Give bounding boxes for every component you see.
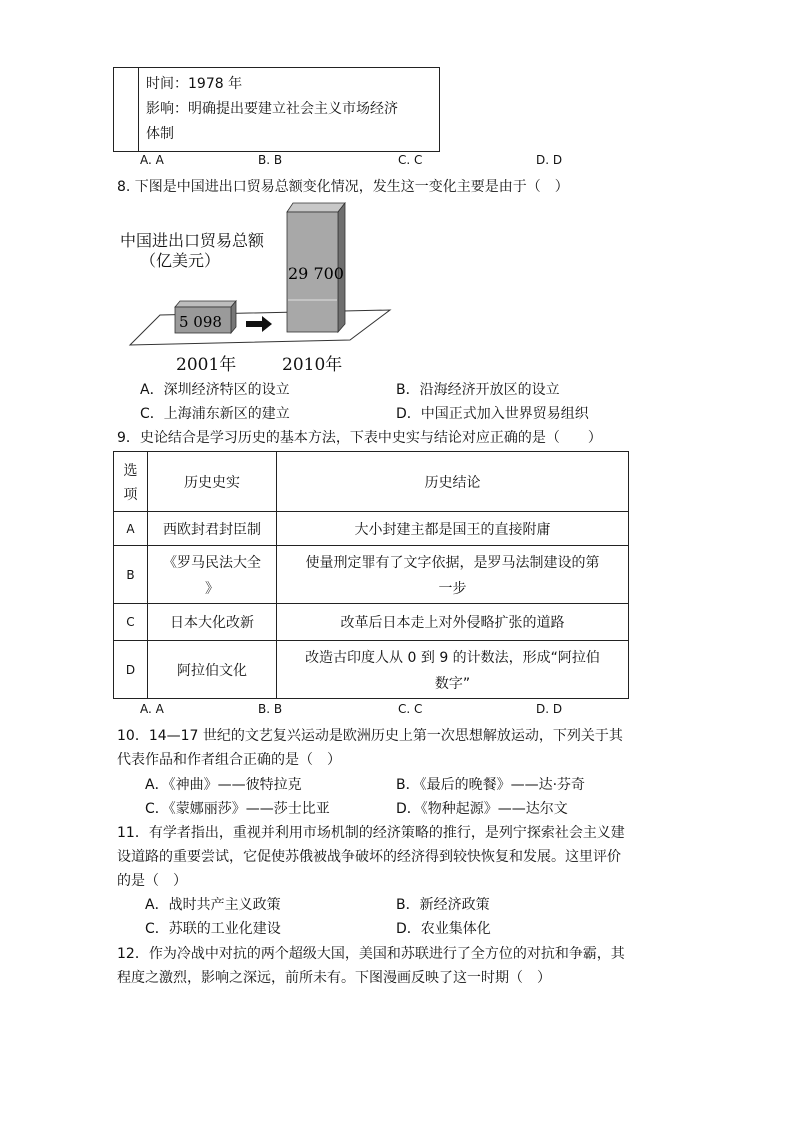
q9-header-option — [114, 452, 148, 512]
q8-option-c[interactable]: C．上海浦东新区的建立 — [140, 406, 290, 422]
table-row — [114, 641, 629, 699]
q9-row-d-option: D — [114, 641, 148, 699]
chart-title-line2: （亿美元） — [140, 251, 221, 270]
q9-row-d-fact: 阿拉伯文化 — [148, 641, 277, 699]
trade-chart-svg — [120, 200, 400, 376]
q9-header-option-l2: 项 — [123, 486, 138, 503]
q9-row-b-conclusion-l2: 一步 — [438, 580, 467, 597]
q11-option-c[interactable]: C．苏联的工业化建设 — [145, 921, 281, 937]
q10-option-b[interactable]: B．《最后的晚餐》——达·芬奇 — [396, 777, 586, 793]
q10-option-a[interactable]: A．《神曲》——彼特拉克 — [145, 777, 302, 793]
q7-option-b[interactable]: B. B — [258, 153, 283, 167]
q9-row-b-option: B — [114, 546, 148, 604]
q9-row-a-fact: 西欧封君封臣制 — [148, 512, 277, 546]
q7-time: 时间：1978 年 — [146, 76, 243, 92]
q7-impact-line2: 体制 — [146, 126, 174, 142]
q9-row-b-fact-l1: 《罗马民法大全 — [163, 554, 261, 571]
q9-header-option-l1: 选 — [123, 462, 138, 479]
q7-left-cell — [114, 68, 139, 151]
trade-chart — [120, 200, 400, 376]
q7-option-c[interactable]: C. C — [398, 153, 423, 167]
q9-row-b-conclusion-l1: 使量刑定罪有了文字依据，是罗马法制建设的第 — [305, 554, 600, 571]
q11-option-d[interactable]: D．农业集体化 — [396, 921, 491, 937]
q9-header-row — [114, 452, 629, 512]
q9-option-d[interactable]: D. D — [536, 702, 563, 716]
chart-floor — [130, 310, 390, 345]
q9-header-conclusion: 历史结论 — [277, 452, 629, 512]
q9-stem: 9．史论结合是学习历史的基本方法，下表中史实与结论对应正确的是（ ） — [117, 430, 602, 446]
q9-row-c-fact: 日本大化改新 — [148, 604, 277, 641]
q9-row-d-conclusion — [277, 641, 629, 699]
table-row — [114, 512, 629, 546]
year-2001-label: 2001年 — [176, 355, 237, 375]
q11-stem-l2: 设道路的重要尝试，它促使苏俄被战争破坏的经济得到较快恢复和发展。这里评价 — [117, 849, 621, 865]
q9-row-d-conclusion-l1: 改造古印度人从 0 到 9 的计数法，形成“阿拉伯 — [305, 649, 600, 666]
q11-stem-l3: 的是（ ） — [117, 873, 187, 889]
q10-stem-l2: 代表作品和作者组合正确的是（ ） — [117, 752, 341, 768]
table-row — [114, 604, 629, 641]
q7-impact-line1: 影响：明确提出要建立社会主义市场经济 — [146, 101, 398, 117]
q12-stem-l1: 12．作为冷战中对抗的两个超级大国，美国和苏联进行了全方位的对抗和争霸，其 — [117, 946, 625, 962]
q8-option-a[interactable]: A．深圳经济特区的设立 — [140, 382, 290, 398]
q9-row-b-fact — [148, 546, 277, 604]
q11-stem-l1: 11．有学者指出，重视并利用市场机制的经济策略的推行，是列宁探索社会主义建 — [117, 825, 625, 841]
q11-option-b[interactable]: B．新经济政策 — [396, 897, 490, 913]
q9-row-a-conclusion: 大小封建主都是国王的直接附庸 — [277, 512, 629, 546]
q7-option-d[interactable]: D. D — [536, 153, 563, 167]
q9-row-b-conclusion — [277, 546, 629, 604]
q9-option-b[interactable]: B. B — [258, 702, 283, 716]
q8-stem: 8. 下图是中国进出口贸易总额变化情况，发生这一变化主要是由于（ ） — [117, 179, 569, 195]
q9-row-a-option: A — [114, 512, 148, 546]
year-2010-label: 2010年 — [282, 355, 343, 375]
bar-2001-value: 5 098 — [179, 313, 222, 331]
q9-row-c-option: C — [114, 604, 148, 641]
q9-header-fact: 历史史实 — [148, 452, 277, 512]
q9-table — [113, 451, 629, 699]
q9-option-a[interactable]: A. A — [140, 702, 164, 716]
q9-row-c-conclusion: 改革后日本走上对外侵略扩张的道路 — [277, 604, 629, 641]
q7-option-a[interactable]: A. A — [140, 153, 164, 167]
q9-option-c[interactable]: C. C — [398, 702, 423, 716]
q8-option-b[interactable]: B．沿海经济开放区的设立 — [396, 382, 560, 398]
q8-option-d[interactable]: D．中国正式加入世界贸易组织 — [396, 406, 589, 422]
chart-title-line1: 中国进出口贸易总额 — [120, 231, 265, 250]
q10-option-c[interactable]: C．《蒙娜丽莎》——莎士比亚 — [145, 801, 330, 817]
q11-option-a[interactable]: A．战时共产主义政策 — [145, 897, 281, 913]
bar-2010-value: 29 700 — [288, 264, 344, 283]
q10-option-d[interactable]: D．《物种起源》——达尔文 — [396, 801, 568, 817]
q12-stem-l2: 程度之激烈，影响之深远，前所未有。下图漫画反映了这一时期（ ） — [117, 970, 551, 986]
q9-row-b-fact-l2: 》 — [205, 580, 219, 597]
q9-row-d-conclusion-l2: 数字” — [434, 675, 471, 692]
q10-stem-l1: 10．14—17 世纪的文艺复兴运动是欧洲历史上第一次思想解放运动，下列关于其 — [117, 728, 623, 744]
table-row — [114, 546, 629, 604]
